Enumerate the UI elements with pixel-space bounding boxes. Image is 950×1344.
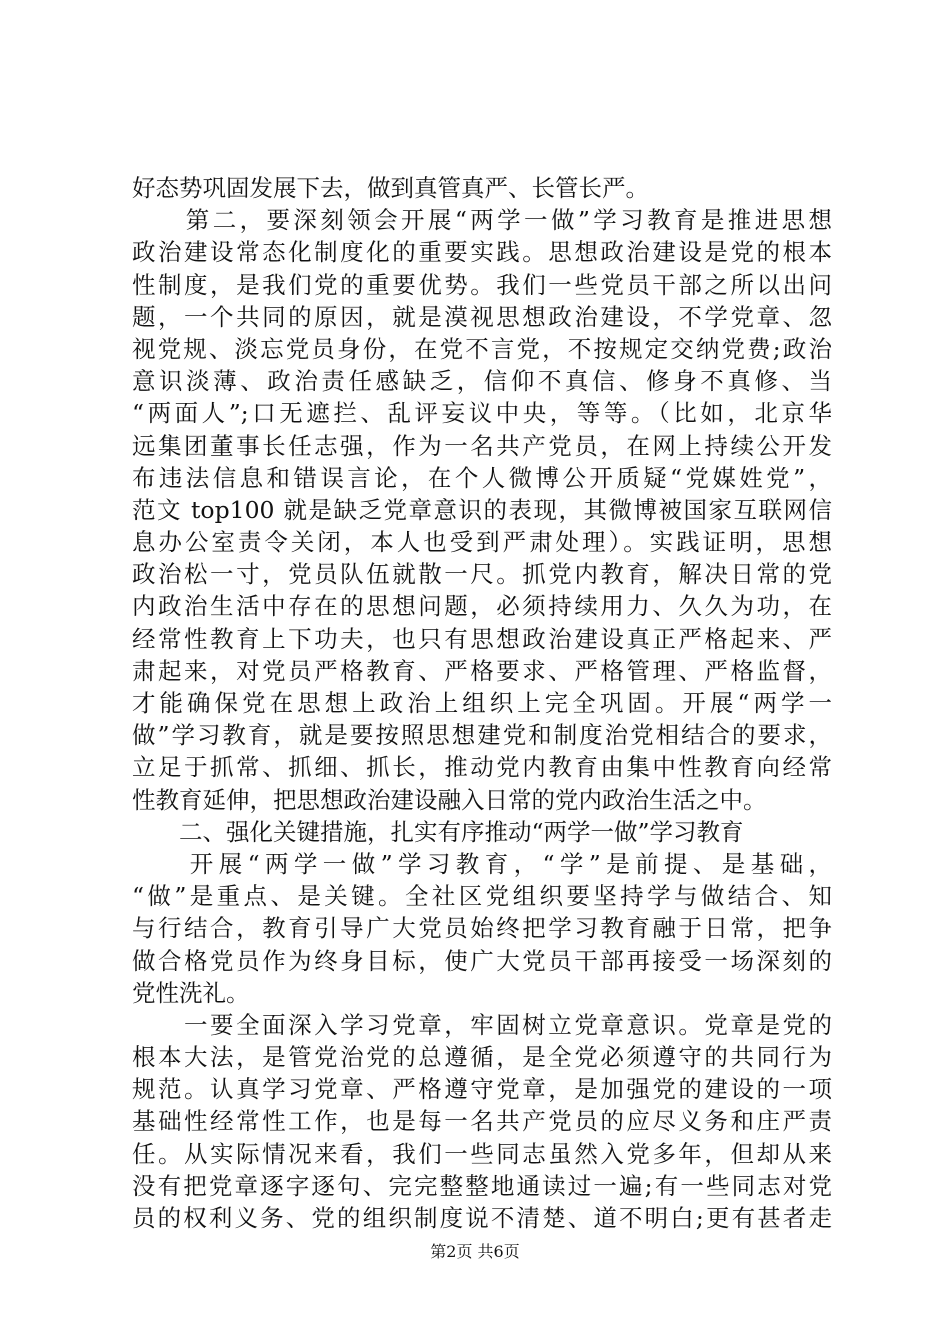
page-indicator: 第2页 共6页 (430, 1242, 520, 1261)
text-line: 任。从实际情况来看，我们一些同志虽然入党多年，但却从来 (132, 1139, 832, 1168)
text-line: 政治建设常态化制度化的重要实践。思想政治建设是党的根本 (132, 238, 832, 267)
text-line: 第二，要深刻领会开展“两学一做”学习教育是推进思想 (132, 206, 832, 235)
text-line: 基础性经常性工作，也是每一名共产党员的应尽义务和庄严责 (132, 1107, 832, 1136)
text-line: 肃起来，对党员严格教育、严格要求、严格管理、严格监督， (132, 656, 832, 685)
text-line: 题，一个共同的原因，就是漠视思想政治建设，不学党章、忽 (132, 302, 832, 331)
text-line: 性教育延伸，把思想政治建设融入日常的党内政治生活之中。 (132, 785, 767, 814)
text-line: 才能确保党在思想上政治上组织上完全巩固。开展“两学一 (132, 689, 832, 717)
text-line: 员的权利义务、党的组织制度说不清楚、道不明白;更有甚者走 (132, 1204, 832, 1232)
text-line: 范文 top100 就是缺乏党章意识的表现，其微博被国家互联网信 (132, 495, 832, 524)
text-line: 一要全面深入学习党章，牢固树立党章意识。党章是党的 (132, 1010, 832, 1039)
text-line: 开展“两学一做”学习教育，“学”是前提、是基础， (132, 849, 832, 878)
document-body (132, 172, 832, 1234)
text-line: 政治松一寸，党员队伍就散一尺。抓党内教育，解决日常的党 (132, 560, 832, 589)
text-line: 好态势巩固发展下去，做到真管真严、长管长严。 (132, 174, 649, 202)
text-line: 做合格党员作为终身目标，使广大党员干部再接受一场深刻的 (132, 946, 832, 975)
text-line: 立足于抓常、抓细、抓长，推动党内教育由集中性教育向经常 (132, 753, 832, 782)
text-line: 与行结合，教育引导广大党员始终把学习教育融于日常，把争 (132, 914, 832, 943)
text-line: 视党规、淡忘党员身份，在党不言党，不按规定交纳党费;政治 (132, 334, 832, 363)
text-line: 没有把党章逐字逐句、完完整整地通读过一遍;有一些同志对党 (132, 1171, 832, 1200)
text-line: 根本大法，是管党治党的总遵循，是全党必须遵守的共同行为 (132, 1043, 832, 1072)
text-line: 做”学习教育，就是要按照思想建党和制度治党相结合的要求， (132, 721, 832, 750)
text-line: 布违法信息和错误言论，在个人微博公开质疑“党媒姓党”， (132, 463, 832, 492)
section-heading: 二、强化关键措施，扎实有序推动“两学一做”学习教育 (132, 817, 744, 846)
text-line: 性制度，是我们党的重要优势。我们一些党员干部之所以出问 (132, 270, 832, 299)
text-line: 内政治生活中存在的思想问题，必须持续用力、久久为功，在 (132, 592, 832, 621)
text-line: 规范。认真学习党章、严格遵守党章，是加强党的建设的一项 (132, 1075, 832, 1104)
text-line: “两面人”;口无遮拦、乱评妄议中央，等等。（比如，北京华 (132, 399, 832, 428)
text-line: 意识淡薄、政治责任感缺乏，信仰不真信、修身不真修、当 (132, 367, 832, 396)
text-line: 党性洗礼。 (132, 978, 250, 1007)
text-line: 经常性教育上下功夫，也只有思想政治建设真正严格起来、严 (132, 624, 832, 653)
text-line: “做”是重点、是关键。全社区党组织要坚持学与做结合、知 (132, 882, 832, 911)
text-line: 息办公室责令关闭，本人也受到严肃处理）。实践证明，思想 (132, 528, 832, 557)
text-line: 远集团董事长任志强，作为一名共产党员，在网上持续公开发 (132, 431, 832, 460)
